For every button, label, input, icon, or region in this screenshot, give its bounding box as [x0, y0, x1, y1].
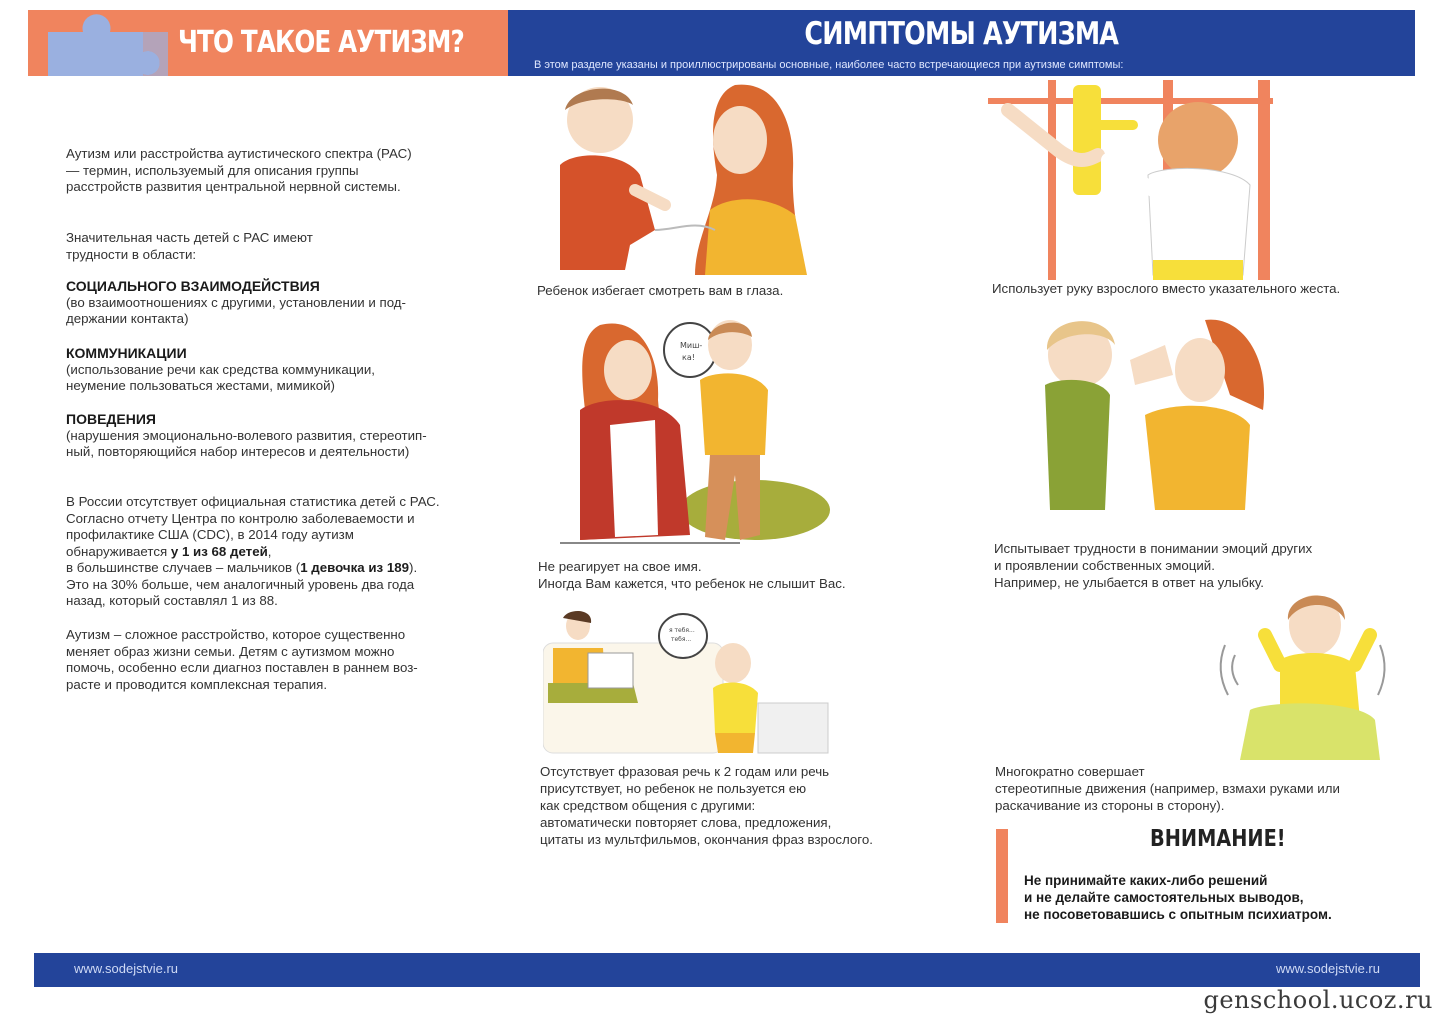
- area-behavior: ПОВЕДЕНИЯ (нарушения эмоционально-волевого развития, стереотип- ный, повторяющийся набор интересов и деятельности): [66, 411, 427, 459]
- watermark: genschool.ucoz.ru: [1203, 986, 1433, 1014]
- caption-eye-contact: Ребенок избегает смотреть вам в глаза.: [537, 283, 784, 298]
- header-left-banner: [28, 10, 508, 76]
- statistics-paragraph: В России отсутствует официальная статистика детей с РАС. Согласно отчету Центра по контролю заболеваемости и профилактике США (CDC), в 2014 году аутизм обнаруживается у 1 из 68 детей, в большинстве случаев – мальчиков (1 девочка из 189). Это на 30% больше, чем аналогичный уровень два года назад, который составлял 1 из 88.: [66, 494, 440, 608]
- caption-name-response: Не реагирует на свое имя. Иногда Вам кажется, что ребенок не слышит Вас.: [538, 559, 846, 591]
- svg-text:тебя...: тебя...: [671, 636, 692, 643]
- footer-url-left[interactable]: www.sodejstvie.ru: [74, 961, 179, 976]
- svg-text:я тебя...: я тебя...: [669, 627, 695, 634]
- area-social: СОЦИАЛЬНОГО ВЗАИМОДЕЙСТВИЯ (во взаимоотношениях с другими, установлении и под- держании контакта): [66, 278, 406, 326]
- attention-title: ВНИМАНИЕ!: [1150, 826, 1286, 852]
- caption-hand-use: Использует руку взрослого вместо указательного жеста.: [992, 281, 1341, 296]
- section-subtitle: В этом разделе указаны и проиллюстрированы основные, наиболее часто встречающиеся при аутизме симптомы:: [534, 59, 1124, 71]
- svg-text:ка!: ка!: [682, 353, 695, 362]
- puzzle-icon: [38, 12, 168, 76]
- area-communication: КОММУНИКАЦИИ (использование речи как средства коммуникации, неумение пользоваться жестами, мимикой): [66, 345, 375, 393]
- illustration-movements: [1210, 585, 1395, 770]
- section-title-left: ЧТО ТАКОЕ АУТИЗМ?: [178, 25, 465, 60]
- illustration-speech: [543, 608, 833, 763]
- header-right-banner: [508, 10, 1415, 76]
- svg-text:Миш-: Миш-: [680, 341, 703, 350]
- attention-text: Не принимайте каких-либо решений и не делайте самостоятельных выводов, не посоветовавшись с опытным психиатром.: [1024, 873, 1332, 922]
- section-title-right: СИМПТОМЫ АУТИЗМА: [804, 16, 1119, 52]
- illustration-eye-contact: [545, 80, 815, 275]
- illustration-name-response: [540, 315, 830, 555]
- intro-paragraph: Аутизм или расстройства аутистического спектра (РАС) — термин, используемый для описания группы расстройств развития центральной нервной системы.: [66, 146, 412, 194]
- caption-movements: Многократно совершает стереотипные движения (например, взмахи руками или раскачивание из стороны в сторону).: [995, 764, 1340, 813]
- footer-url-right[interactable]: www.sodejstvie.ru: [1275, 961, 1380, 976]
- closing-paragraph: Аутизм – сложное расстройство, которое существенно меняет образ жизни семьи. Детям с аутизмом можно помочь, особенно если диагноз поставлен в раннем воз- расте и проводится комплексная терапия.: [66, 627, 418, 692]
- footer-bar: [34, 953, 1420, 987]
- illustration-emotions: [1035, 315, 1275, 515]
- caption-speech: Отсутствует фразовая речь к 2 годам или речь присутствует, но ребенок не пользуется ею как средством общения с другими: автоматически повторяет слова, предложения, цитаты из мультфильмов, окончания фраз взрослого.: [540, 764, 873, 847]
- difficulties-paragraph: Значительная часть детей с РАС имеют трудности в области:: [66, 230, 313, 262]
- illustration-hand-use: [988, 80, 1283, 280]
- caption-emotions: Испытывает трудности в понимании эмоций других и проявлении собственных эмоций. Например, не улыбается в ответ на улыбку.: [994, 541, 1313, 590]
- attention-accent-bar: [996, 829, 1008, 923]
